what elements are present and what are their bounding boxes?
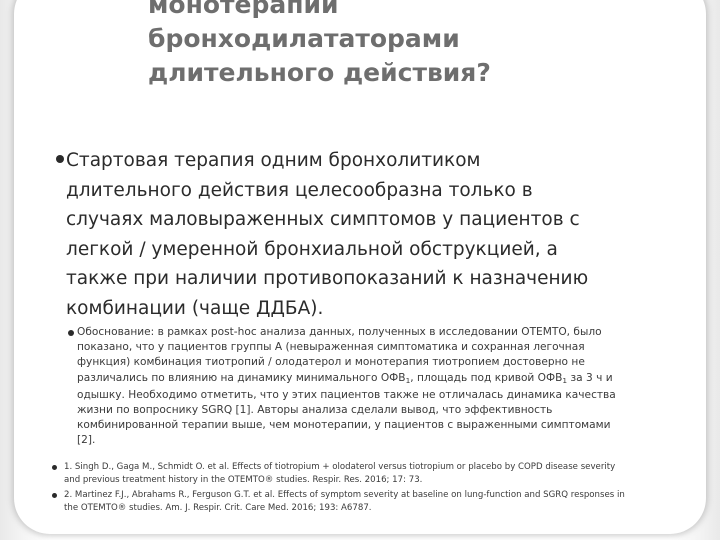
main-bullet-point xyxy=(48,146,688,323)
reference-line: the OTEMTO® studies. Am. J. Respir. Crit. Care Med. 2016; 193: A6787. xyxy=(64,503,372,513)
slide-title xyxy=(148,0,688,90)
references-list xyxy=(52,461,702,517)
sub-point-line: показано, что у пациентов группы А (невыраженная симптоматика и сохранная легочная xyxy=(77,341,585,354)
sub-point-line: Обоснование: в рамках post-hoc анализа данных, полученных в исследовании ОТЕМТО, было xyxy=(77,326,602,338)
sub-point-line: комбинированной терапии выше, чем монотерапии, у пациентов с выраженными симптомами xyxy=(77,419,611,432)
main-point-line: также при наличии противопоказаний к назначению xyxy=(66,268,589,289)
fev1-subscript: 1 xyxy=(405,375,411,385)
main-point-line: Стартовая терапия одним бронхолитиком xyxy=(66,150,481,171)
fev1-subscript: 1 xyxy=(562,375,568,385)
title-line: бронходилататорами xyxy=(148,24,460,53)
bullet-icon xyxy=(52,465,57,470)
fev1-text-part: различались по влиянию на динамику минимального ОФВ xyxy=(77,371,406,384)
main-point-line: комбинации (чаще ДДБА). xyxy=(66,297,324,319)
main-point-line: случаях маловыраженных симптомов у пациентов с xyxy=(66,209,580,230)
sub-bullet-point xyxy=(68,325,698,449)
main-point-line: длительного действия целесообразна только в xyxy=(66,179,533,201)
bullet-icon xyxy=(68,330,74,336)
reference-item xyxy=(52,461,702,487)
sub-point-line: одышку. Необходимо отметить, что у этих пациентов также не отличалась динамика качества xyxy=(77,388,616,401)
sub-point-line: [2]. xyxy=(77,434,96,447)
sub-point-line: жизни по вопроснику SGRQ [1]. Авторы анализа сделали вывод, что эффективность xyxy=(77,404,553,417)
reference-line: 2. Martinez F.J., Abrahams R., Ferguson G.T. et al. Effects of symptom severity at baseline on lung-function and SGRQ responses in xyxy=(64,490,625,500)
fev1-text-part: за 3 ч и xyxy=(567,371,613,384)
sub-point-line-fev1 xyxy=(68,371,698,388)
fev1-text-part: , площадь под кривой ОФВ xyxy=(410,371,563,384)
main-point-line: легкой / умеренной бронхиальной обструкцией, а xyxy=(66,238,558,260)
reference-item xyxy=(52,489,702,515)
sub-point-line: функция) комбинация тиотропий / олодатерол и монотерапия тиотропием достоверно не xyxy=(77,356,585,369)
title-line: монотерапии xyxy=(148,0,339,19)
reference-line: and previous treatment history in the OTEMTO® studies. Respir. Res. 2016; 17: 73. xyxy=(64,475,423,485)
title-line: длительного действия? xyxy=(148,58,491,87)
bullet-icon xyxy=(52,493,57,498)
bullet-icon xyxy=(56,155,64,163)
reference-line: 1. Singh D., Gaga M., Schmidt O. et al. Effects of tiotropium + olodaterol versus tiotropium or placebo by COPD disease severity xyxy=(64,462,616,472)
